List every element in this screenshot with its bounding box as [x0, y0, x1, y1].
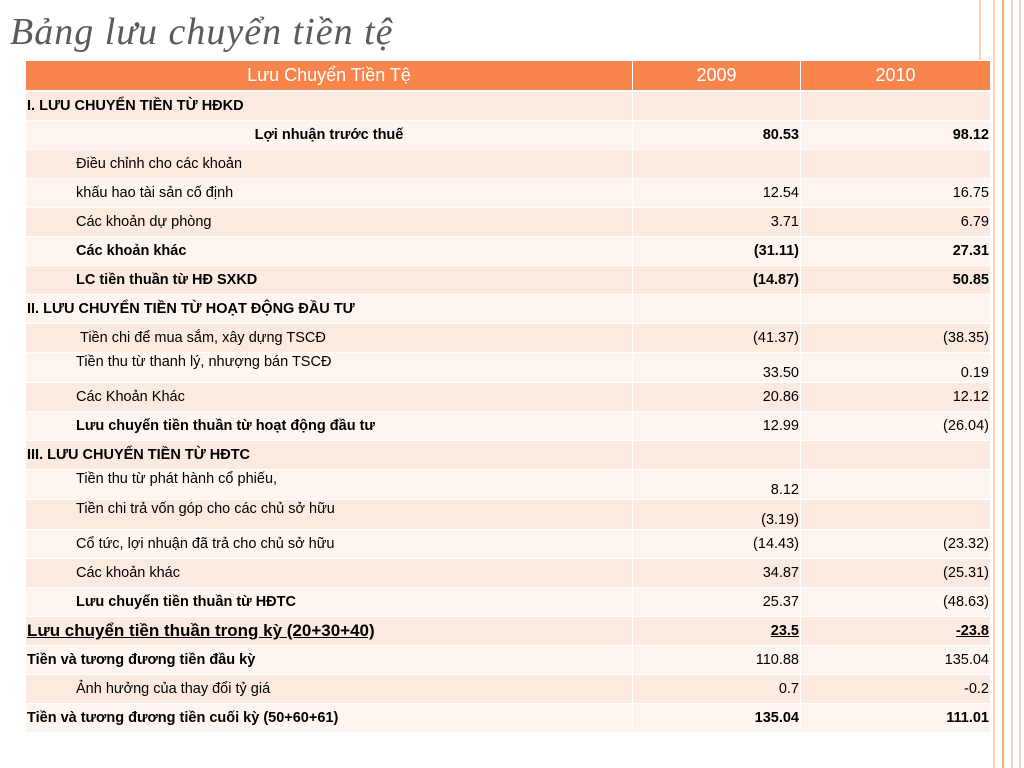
- value-2010: 50.85: [801, 266, 991, 295]
- row-label: I. LƯU CHUYỂN TIỀN TỪ HĐKD: [26, 91, 633, 121]
- value-2009: 12.54: [633, 179, 801, 208]
- table-row: [26, 91, 991, 121]
- table-row: [26, 150, 991, 179]
- value-2009: 8.12: [633, 470, 801, 500]
- value-2009: 33.50: [633, 353, 801, 383]
- value-2010: [801, 441, 991, 470]
- table-row: [26, 353, 991, 383]
- value-2010: 111.01: [801, 704, 991, 733]
- value-2009: [633, 150, 801, 179]
- slide-title: Bảng lưu chuyển tiền tệ: [10, 11, 394, 53]
- table-row: [26, 441, 991, 470]
- row-label: Ảnh hưởng của thay đổi tỷ giá: [26, 675, 633, 704]
- header-2009: 2009: [633, 61, 801, 92]
- table-row: [26, 237, 991, 266]
- cash-flow-table: [25, 60, 991, 733]
- value-2010: -0.2: [801, 675, 991, 704]
- row-label: Các khoản dự phòng: [26, 208, 633, 237]
- row-label: Lưu chuyển tiền thuần từ HĐTC: [26, 588, 633, 617]
- header-cash-flow: Lưu Chuyển Tiền Tệ: [26, 61, 633, 92]
- value-2010: [801, 295, 991, 324]
- value-2010: 27.31: [801, 237, 991, 266]
- value-2009: [633, 441, 801, 470]
- value-2009: 110.88: [633, 646, 801, 675]
- table-row: [26, 324, 991, 353]
- table-row: [26, 675, 991, 704]
- value-2010: (48.63): [801, 588, 991, 617]
- row-label: Tiền chi để mua sắm, xây dựng TSCĐ: [26, 324, 633, 353]
- value-2010: [801, 150, 991, 179]
- table-row: [26, 266, 991, 295]
- value-2009: (41.37): [633, 324, 801, 353]
- table-row: [26, 295, 991, 324]
- value-2009: 0.7: [633, 675, 801, 704]
- row-label: Tiền và tương đương tiền cuối kỳ (50+60+61): [26, 704, 633, 733]
- table-row: [26, 588, 991, 617]
- row-label: Tiền thu từ thanh lý, nhượng bán TSCĐ: [26, 353, 633, 383]
- table-row: [26, 646, 991, 675]
- value-2010: 98.12: [801, 121, 991, 150]
- table-header-row: [26, 61, 991, 92]
- row-label: Điều chỉnh cho các khoản: [26, 150, 633, 179]
- value-2009: [633, 91, 801, 121]
- value-2009: 25.37: [633, 588, 801, 617]
- value-2010: 12.12: [801, 383, 991, 412]
- value-2009: 34.87: [633, 559, 801, 588]
- value-2009: 80.53: [633, 121, 801, 150]
- value-2009: 135.04: [633, 704, 801, 733]
- row-label: Tiền chi trả vốn góp cho các chủ sở hữu: [26, 500, 633, 530]
- value-2010: 0.19: [801, 353, 991, 383]
- row-label: II. LƯU CHUYỂN TIỀN TỪ HOẠT ĐỘNG ĐẦU TƯ: [26, 295, 633, 324]
- header-2010: 2010: [801, 61, 991, 92]
- row-label: Các khoản khác: [26, 237, 633, 266]
- value-2009: 20.86: [633, 383, 801, 412]
- value-2010: 6.79: [801, 208, 991, 237]
- row-label: khấu hao tài sản cố định: [26, 179, 633, 208]
- table-row: [26, 617, 991, 646]
- table-row: [26, 704, 991, 733]
- row-label: Các khoản khác: [26, 559, 633, 588]
- value-2009: 23.5: [633, 617, 801, 646]
- table-row: [26, 208, 991, 237]
- value-2010: (38.35): [801, 324, 991, 353]
- value-2010: 135.04: [801, 646, 991, 675]
- value-2010: [801, 470, 991, 500]
- row-label: Các Khoản Khác: [26, 383, 633, 412]
- table-row: [26, 530, 991, 559]
- table-row: [26, 121, 991, 150]
- value-2009: [633, 295, 801, 324]
- value-2009: (14.87): [633, 266, 801, 295]
- row-label: Lưu chuyển tiền thuần từ hoạt động đầu tư: [26, 412, 633, 441]
- row-label: Tiền và tương đương tiền đầu kỳ: [26, 646, 633, 675]
- table-row: [26, 412, 991, 441]
- value-2010: (25.31): [801, 559, 991, 588]
- row-label: Lưu chuyển tiền thuần trong kỳ (20+30+40): [26, 617, 633, 646]
- row-label: Tiền thu từ phát hành cổ phiếu,: [26, 470, 633, 500]
- value-2009: 12.99: [633, 412, 801, 441]
- value-2010: (26.04): [801, 412, 991, 441]
- value-2009: 3.71: [633, 208, 801, 237]
- value-2010: 16.75: [801, 179, 991, 208]
- table-row: [26, 500, 991, 530]
- table-row: [26, 470, 991, 500]
- table-row: [26, 179, 991, 208]
- value-2010: (23.32): [801, 530, 991, 559]
- row-label: LC tiền thuần từ HĐ SXKD: [26, 266, 633, 295]
- value-2009: (14.43): [633, 530, 801, 559]
- value-2010: [801, 500, 991, 530]
- table-row: [26, 559, 991, 588]
- row-label: Cổ tức, lợi nhuận đã trả cho chủ sở hữu: [26, 530, 633, 559]
- row-label: III. LƯU CHUYỂN TIỀN TỪ HĐTC: [26, 441, 633, 470]
- value-2010: -23.8: [801, 617, 991, 646]
- value-2009: (31.11): [633, 237, 801, 266]
- value-2009: (3.19): [633, 500, 801, 530]
- value-2010: [801, 91, 991, 121]
- row-label: Lợi nhuận trước thuế: [26, 121, 633, 150]
- table-row: [26, 383, 991, 412]
